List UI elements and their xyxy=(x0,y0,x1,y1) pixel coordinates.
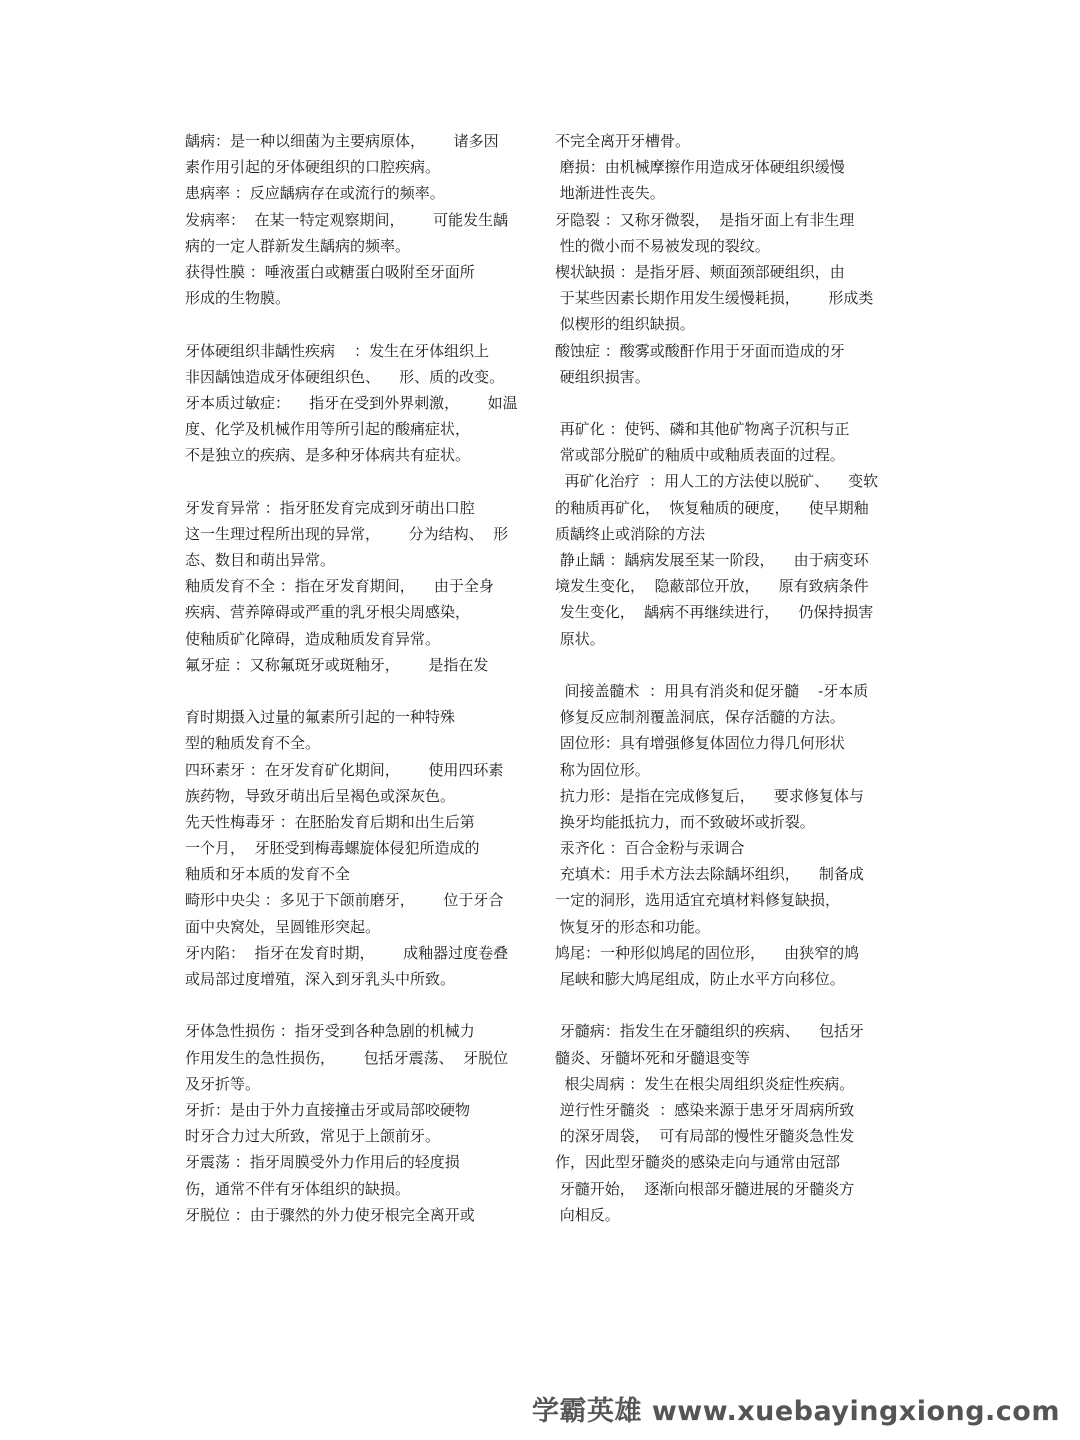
text-line: 族药物，导致牙萌出后呈褐色或深灰色。 xyxy=(185,786,456,805)
text-line: 磨损：由机械摩擦作用造成牙体硬组织缓慢 xyxy=(555,158,845,177)
text-line: 发生变化， 龋病不再继续进行， 仍保持损害 xyxy=(555,603,874,622)
text-line: 的深牙周袋， 可有局部的慢性牙髓炎急性发 xyxy=(555,1127,855,1146)
text-line: 时牙合力过大所致，常见于上颌前牙。 xyxy=(185,1127,441,1146)
paragraph-gap xyxy=(555,390,900,416)
paragraph-gap xyxy=(555,992,900,1018)
text-line: 釉质和牙本质的发育不全 xyxy=(185,865,351,884)
text-line: 育时期摄入过量的氟素所引起的一种特殊 xyxy=(185,708,456,727)
text-line: 修复反应制剂覆盖洞底，保存活髓的方法。 xyxy=(555,708,845,727)
paragraph-gap xyxy=(185,992,530,1018)
text-line: 牙体急性损伤 ：指牙受到各种急剧的机械力 xyxy=(185,1022,475,1041)
text-line: 牙髓开始， 逐渐向根部牙髓进展的牙髓炎方 xyxy=(555,1179,855,1198)
text-line: 抗力形：是指在完成修复后， 要求修复体与 xyxy=(555,786,864,805)
text-line: 再矿化治疗 ：用人工的方法使以脱矿、 变软 xyxy=(555,472,879,491)
site-watermark: 学霸英雄 www.xuebayingxiong.com xyxy=(531,1396,1060,1427)
text-line: 楔状缺损 ：是指牙唇、颊面颈部硬组织，由 xyxy=(555,262,845,281)
text-line: 原状。 xyxy=(555,629,605,648)
text-line: 使釉质矿化障碍，造成釉质发育异常。 xyxy=(185,629,441,648)
paragraph-gap xyxy=(555,652,900,678)
text-line: 牙髓病：指发生在牙髓组织的疾病、 包括牙 xyxy=(555,1022,864,1041)
text-line: 型的釉质发育不全。 xyxy=(185,734,321,753)
paragraph-gap xyxy=(185,678,530,704)
text-line: 一定的洞形，选用适宜充填材料修复缺损， xyxy=(555,891,841,910)
text-line: 称为固位形。 xyxy=(555,760,650,779)
text-line: 疾病、营养障碍或严重的乳牙根尖周感染， xyxy=(185,603,471,622)
text-line: 静止龋 ：龋病发展至某一阶段， 由于病变环 xyxy=(555,551,869,569)
text-line: 态、数目和萌出异常。 xyxy=(185,551,336,569)
text-line: 牙震荡 ：指牙周膜受外力作用后的轻度损 xyxy=(185,1153,460,1172)
text-line: 或局部过度增殖，深入到牙乳头中所致。 xyxy=(185,970,456,988)
text-line: 患病率 ：反应龋病存在或流行的频率。 xyxy=(185,184,445,203)
text-line: 这一生理过程所出现的异常， 分为结构、 形 xyxy=(185,524,509,543)
text-line: 非因龋蚀造成牙体硬组织色、 形、质的改变。 xyxy=(185,367,505,386)
text-line: 牙脱位 ：由于骤然的外力使牙根完全离开或 xyxy=(185,1205,475,1224)
text-line: 地渐进性丧失。 xyxy=(555,184,665,203)
text-line: 牙发育异常 ：指牙胚发育完成到牙萌出口腔 xyxy=(185,498,475,517)
text-line: 牙折：是由于外力直接撞击牙或局部咬硬物 xyxy=(185,1100,471,1119)
text-line: 四环素牙 ：在牙发育矿化期间， 使用四环素 xyxy=(185,760,504,779)
text-line: 髓炎、牙髓坏死和牙髓退变等 xyxy=(555,1048,751,1067)
text-line: 于某些因素长期作用发生缓慢耗损， 形成类 xyxy=(555,289,874,308)
text-line: 牙内陷： 指牙在发育时期， 成釉器过度卷叠 xyxy=(185,943,509,962)
text-line: 鸠尾：一种形似鸠尾的固位形， 由狭窄的鸠 xyxy=(555,943,860,962)
text-line: 及牙折等。 xyxy=(185,1074,261,1093)
text-line: 先天性梅毒牙 ：在胚胎发育后期和出生后第 xyxy=(185,812,475,831)
text-line: 的釉质再矿化， 恢复釉质的硬度， 使早期釉 xyxy=(555,498,869,517)
text-line: 素作用引起的牙体硬组织的口腔疾病。 xyxy=(185,158,441,177)
paragraph-gap xyxy=(185,311,530,337)
text-line: 常或部分脱矿的釉质中或釉质表面的过程。 xyxy=(555,446,845,465)
text-line: 似楔形的组织缺损。 xyxy=(555,315,695,334)
text-line: 形成的生物膜。 xyxy=(185,289,291,308)
text-line: 获得性膜 ：唾液蛋白或糖蛋白吸附至牙面所 xyxy=(185,262,475,281)
text-line: 向相反。 xyxy=(555,1205,620,1224)
paragraph-gap xyxy=(185,468,530,494)
text-line: 境发生变化， 隐蔽部位开放， 原有致病条件 xyxy=(555,577,869,596)
text-line: 面中央窝处，呈圆锥形突起。 xyxy=(185,917,381,936)
text-line: 作，因此型牙髓炎的感染走向与通常由冠部 xyxy=(555,1153,841,1172)
text-line: 发病率： 在某一特定观察期间， 可能发生龋 xyxy=(185,210,509,229)
text-line: 氟牙症 ：又称氟斑牙或斑釉牙， 是指在发 xyxy=(185,655,489,674)
text-line: 龋病：是一种以细菌为主要病原体， 诸多因 xyxy=(185,132,499,150)
text-line: 恢复牙的形态和功能。 xyxy=(555,917,710,936)
text-line: 硬组织损害。 xyxy=(555,367,650,386)
text-line: 固位形：具有增强修复体固位力得几何形状 xyxy=(555,734,845,753)
text-line: 伤，通常不伴有牙体组织的缺损。 xyxy=(185,1179,411,1198)
text-line: 釉质发育不全 ：指在牙发育期间， 由于全身 xyxy=(185,577,494,596)
text-line: 度、化学及机械作用等所引起的酸痛症状， xyxy=(185,420,471,439)
text-line: 再矿化 ：使钙、磷和其他矿物离子沉积与正 xyxy=(555,420,850,439)
text-line: 间接盖髓术 ：用具有消炎和促牙髓 -牙本质 xyxy=(555,681,869,700)
text-line: 酸蚀症 ：酸雾或酸酐作用于牙面而造成的牙 xyxy=(555,341,845,360)
text-line: 一个月， 牙胚受到梅毒螺旋体侵犯所造成的 xyxy=(185,839,480,858)
text-line: 换牙均能抵抗力，而不致破坏或折裂。 xyxy=(555,812,815,831)
text-line: 作用发生的急性损伤， 包括牙震荡、 牙脱位 xyxy=(185,1048,509,1067)
text-line: 牙本质过敏症： 指牙在受到外界刺激， 如温 xyxy=(185,393,518,412)
text-line: 不是独立的疾病、是多种牙体病共有症状。 xyxy=(185,446,471,465)
text-line: 根尖周病 ：发生在根尖周组织炎症性疾病。 xyxy=(555,1074,855,1093)
text-line: 病的一定人群新发生龋病的频率。 xyxy=(185,236,411,255)
left-column xyxy=(185,128,530,1228)
text-line: 尾峡和膨大鸠尾组成，防止水平方向移位。 xyxy=(555,970,845,988)
text-line: 汞齐化 ：百合金粉与汞调合 xyxy=(555,839,745,858)
text-line: 不完全离开牙槽骨。 xyxy=(555,132,691,150)
text-line: 畸形中央尖 ：多见于下颌前磨牙， 位于牙合 xyxy=(185,891,504,910)
text-line: 充填术：用手术方法去除龋坏组织， 制备成 xyxy=(555,865,864,884)
text-line: 逆行性牙髓炎 ：感染来源于患牙牙周病所致 xyxy=(555,1100,855,1119)
text-line: 性的微小而不易被发现的裂纹。 xyxy=(555,236,770,255)
text-line: 牙体硬组织非龋性疾病 ：发生在牙体组织上 xyxy=(185,341,490,360)
right-column xyxy=(555,128,900,1228)
text-line: 牙隐裂 ：又称牙微裂， 是指牙面上有非生理 xyxy=(555,210,855,229)
text-line: 质龋终止或消除的方法 xyxy=(555,524,706,543)
